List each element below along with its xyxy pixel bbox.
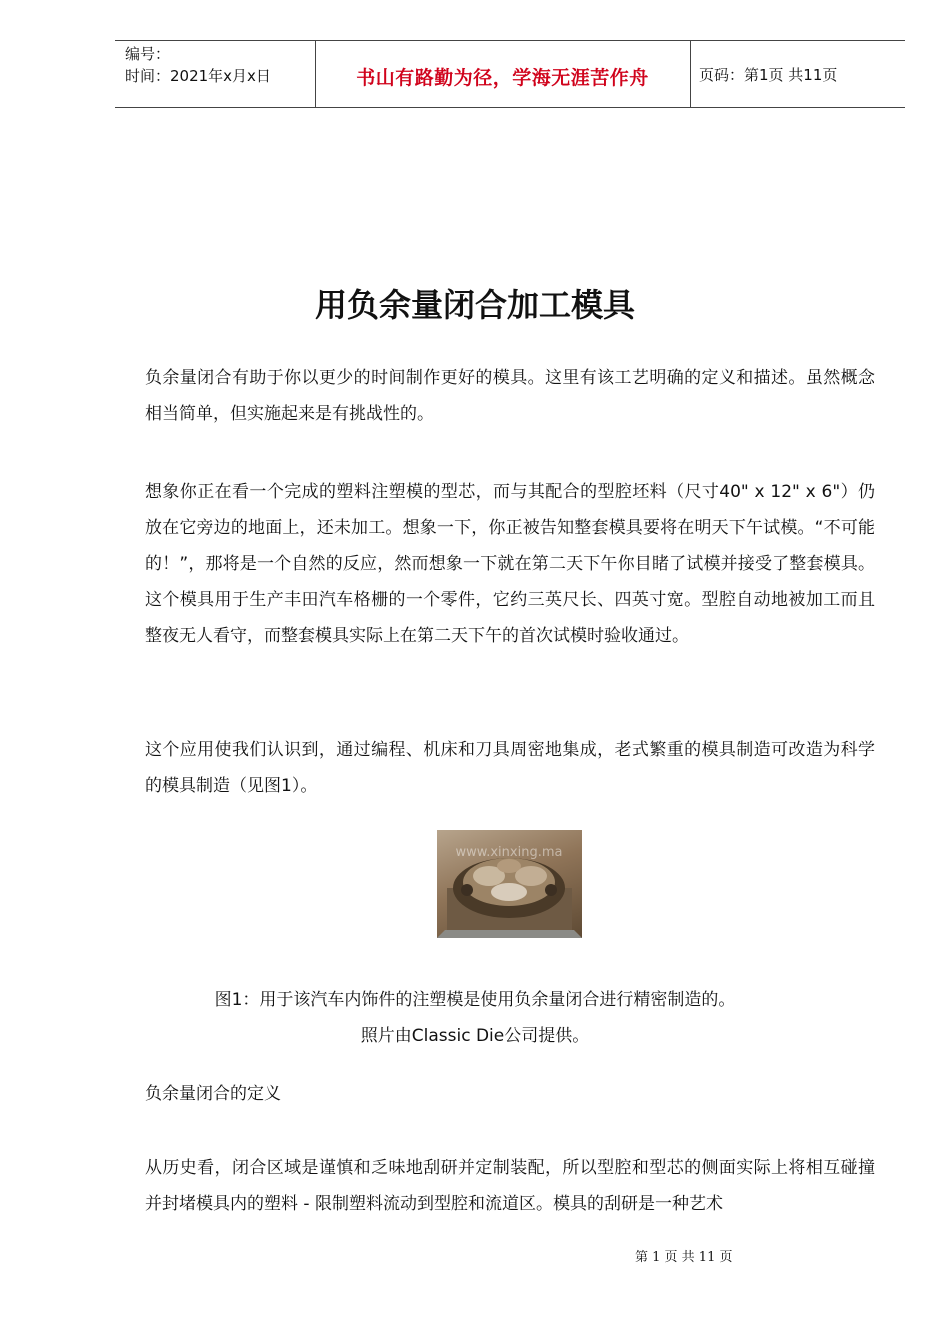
header-page-label: 页码：第1页 共11页	[699, 66, 838, 84]
paragraph-definition: 从历史看，闭合区域是谨慎和乏味地刮研并定制装配，所以型腔和型芯的侧面实际上将相互碰撞并封堵模具内的塑料 - 限制塑料流动到型腔和流道区。模具的刮研是一种艺术	[145, 1158, 875, 1214]
paragraph-scenario: 想象你正在看一个完成的塑料注塑模的型芯，而与其配合的型腔坯料（尺寸40" x 12" x 6"）仍放在它旁边的地面上，还未加工。想象一下，你正被告知整套模具要将在明天下午试模。“不可能的！”，那将是一个自然的反应，然而想象一下就在第二天下午你目睹了试模并接受了整套模具。这个模具用于生产丰田汽车格栅的一个零件，它约三英尺长、四英寸宽。型腔自动地被加工而且整夜无人看守，而整套模具实际上在第二天下午的首次试模时验收通过。	[145, 482, 875, 646]
photo-watermark: www.xinxing.ma	[455, 845, 563, 860]
header-motto: 书山有路勤为径，学海无涯苦作舟	[356, 67, 649, 89]
page-header	[115, 40, 905, 108]
time-label: 时间：2021年x月x日	[125, 67, 271, 85]
serial-label: 编号：	[125, 45, 171, 63]
paragraph-application: 这个应用使我们认识到，通过编程、机床和刀具周密地集成，老式繁重的模具制造可改造为科学的模具制造（见图1）。	[145, 740, 875, 796]
paragraph-intro: 负余量闭合有助于你以更少的时间制作更好的模具。这里有该工艺明确的定义和描述。虽然概念相当简单，但实施起来是有挑战性的。	[145, 368, 875, 424]
page-footer: 第 1 页 共 11 页	[635, 1250, 733, 1265]
figure-credit: 照片由Classic Die公司提供。	[360, 1026, 590, 1046]
header-meta	[125, 43, 271, 87]
section-heading: 负余量闭合的定义	[145, 1084, 281, 1104]
mold-photo	[437, 830, 582, 938]
header-divider	[690, 41, 691, 107]
mold-illustration	[437, 830, 582, 938]
figure-caption: 图1：用于该汽车内饰件的注塑模是使用负余量闭合进行精密制造的。	[214, 990, 736, 1010]
document-title: 用负余量闭合加工模具	[314, 286, 635, 324]
